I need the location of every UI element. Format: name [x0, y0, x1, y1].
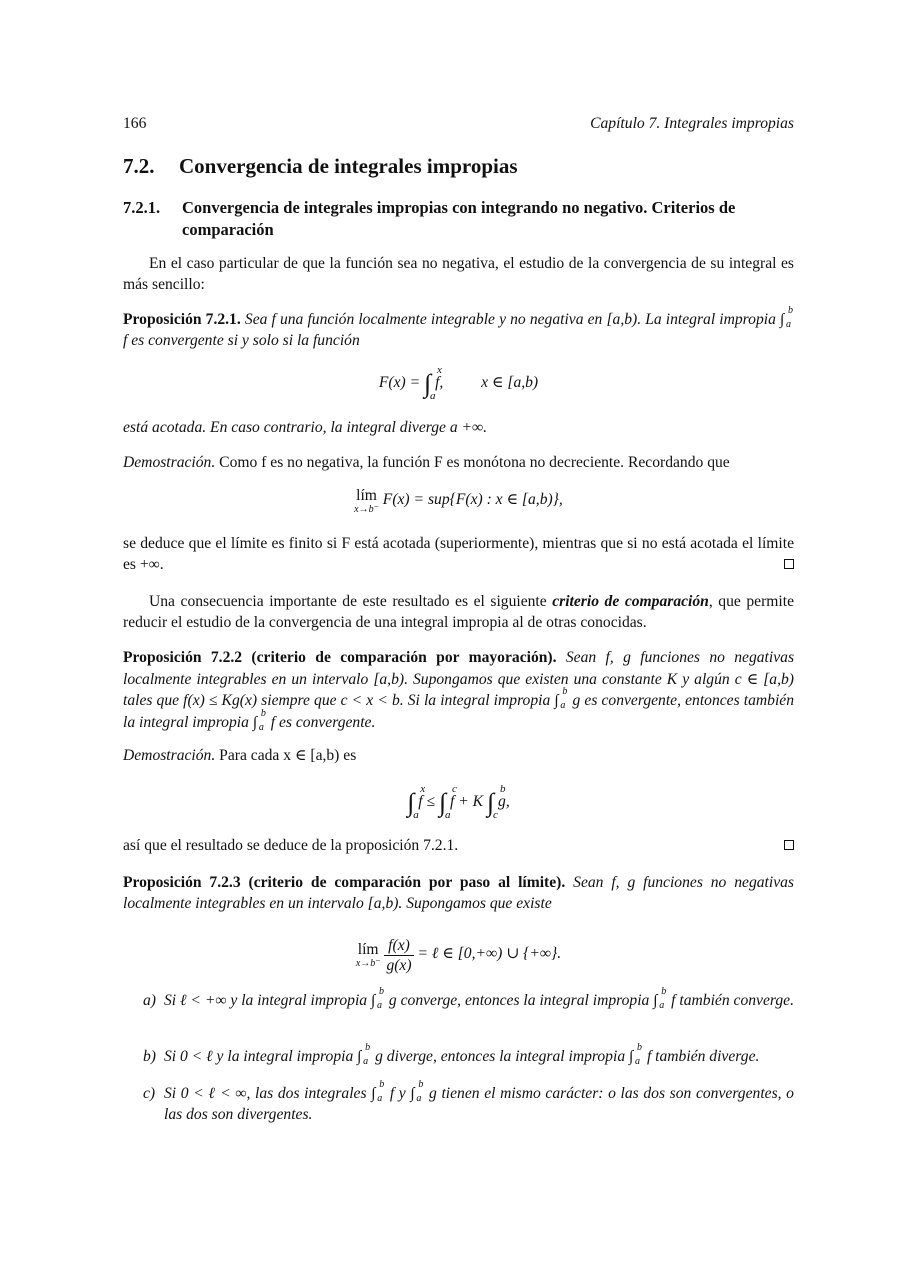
proof-2: [123, 745, 794, 766]
proof2-eq-mid: f + K: [450, 793, 484, 810]
item-c-text-a: Si 0 < ℓ < ∞, las dos integrales: [164, 1085, 367, 1102]
proof1-limit: lím x→b⁻: [354, 487, 379, 515]
proof-1: [123, 452, 794, 473]
item-c-label: c): [143, 1085, 156, 1102]
proof1-label: Demostración.: [123, 454, 216, 471]
prop2-integral-f: ∫ b a: [252, 707, 266, 733]
prop1-eq-domain: x ∈ [a,b): [481, 374, 539, 391]
running-header: [123, 113, 794, 134]
prop3-limit: lím x→b⁻: [355, 941, 381, 969]
prop2-text-a: Sean f, g funciones no negativas localmente integrables en un intervalo [a,b). Supongamos que existen una constante K y algún c ∈ [a,b) tales que f(x) ≤ Kg(x) siempre que c < x < b. Si la integral impropia: [123, 649, 795, 709]
proof2-conclusion: así que el resultado se deduce de la proposición 7.2.1.: [123, 837, 459, 854]
proposition-7-2-2: [123, 647, 794, 733]
chapter-title: Capítulo 7. Integrales impropias: [590, 115, 794, 132]
qed-square: [784, 559, 794, 569]
item-a-text-c: f también converge.: [671, 992, 794, 1009]
prop3-eq-rhs: = ℓ ∈ [0,+∞) ∪ {+∞}.: [417, 945, 562, 962]
item-b-text-a: Si 0 < ℓ y la integral impropia: [164, 1048, 354, 1065]
proof2-eq-g: g,: [498, 793, 510, 810]
proof2-text: Para cada x ∈ [a,b) es: [219, 747, 357, 764]
proof2-integral-1: ∫ x a: [407, 783, 426, 821]
item-b-integral-f: ∫ b a: [629, 1042, 643, 1067]
subsection-title: Convergencia de integrales impropias con integrando no negativo. Criterios de comparación: [182, 198, 736, 239]
list-item-c: [143, 1079, 794, 1125]
item-b-integral-g: ∫ b a: [357, 1042, 371, 1067]
prop1-inline-integral: ∫ b a: [780, 305, 794, 330]
prop3-fraction: $\frac{f(x)}{g(x)}$: [386, 937, 412, 974]
list-item-b: [143, 1042, 794, 1067]
prop3-equation: [123, 936, 794, 975]
prop1-conclusion: está acotada. En caso contrario, la integral diverge a +∞.: [123, 419, 488, 436]
subsection-number: 7.2.1.: [123, 198, 161, 217]
item-a-integral-f: ∫ b a: [653, 986, 667, 1011]
paragraph2-text-b: , que permite reducir el estudio de la convergencia de una integral impropia al de otras conocidas.: [123, 593, 794, 631]
item-a-text-a: Si ℓ < +∞ y la integral impropia: [164, 992, 368, 1009]
page-number: 166: [123, 115, 147, 132]
item-c-integral-g: ∫ b a: [410, 1079, 424, 1104]
paragraph-comparison: [123, 591, 794, 633]
section-heading: [123, 153, 518, 179]
prop2-text-c: f es convergente.: [270, 713, 376, 731]
item-b-label: b): [143, 1048, 156, 1065]
item-b-text-c: f también diverge.: [646, 1048, 760, 1065]
prop1-equation: [123, 364, 794, 402]
section-number: 7.2.: [123, 154, 155, 178]
subsection-heading: [123, 197, 794, 241]
item-a-integral-g: ∫ b a: [371, 986, 385, 1011]
item-a-label: a): [143, 992, 156, 1009]
item-c-integral-f: ∫ b a: [371, 1079, 385, 1104]
proposition-7-2-3: [123, 872, 794, 914]
intro-paragraph: En el caso particular de que la función sea no negativa, el estudio de la convergencia de su integral es más sencillo:: [123, 255, 794, 293]
prop1-eq-lhs: F(x) =: [378, 374, 421, 391]
proof1-equation: [123, 489, 794, 517]
list-item-a: [143, 986, 794, 1011]
prop2-label: Proposición 7.2.2 (criterio de comparación por mayoración).: [123, 649, 557, 666]
proof2-integral-2: ∫ c a: [439, 783, 457, 821]
proposition-7-2-1: [123, 305, 794, 351]
proof2-label: Demostración.: [123, 747, 216, 764]
qed-square: [784, 840, 794, 850]
section-title: Convergencia de integrales impropias: [179, 154, 518, 178]
prop1-eq-rhs: f,: [435, 374, 444, 391]
paragraph2-emphasis: criterio de comparación: [552, 593, 709, 610]
item-a-text-b: g converge, entonces la integral impropia: [388, 992, 650, 1009]
prop1-eq-integral: ∫ x a: [424, 364, 442, 402]
item-c-text-b: f y: [389, 1085, 406, 1102]
prop1-text-b: f es convergente si y solo si la función: [123, 332, 360, 349]
proof1-eq-text: F(x) = sup{F(x) : x ∈ [a,b)},: [382, 491, 563, 508]
proof2-equation: [123, 783, 794, 821]
proof1-conclusion: se deduce que el límite es finito si F está acotada (superiormente), mientras que si no está acotada el límite es +∞.: [123, 535, 794, 573]
proof2-integral-3: ∫ b c: [487, 783, 506, 821]
item-c-text-c: g tienen el mismo carácter: o las dos son convergentes, o las dos son divergentes.: [164, 1085, 794, 1123]
prop1-text-a: Sea f una función localmente integrable y no negativa en [a,b). La integral impropia: [244, 311, 776, 328]
prop2-integral-g: ∫ b a: [554, 686, 568, 711]
item-b-text-b: g diverge, entonces la integral impropia: [375, 1048, 626, 1065]
prop1-label: Proposición 7.2.1.: [123, 311, 241, 328]
prop3-label: Proposición 7.2.3 (criterio de comparación por paso al límite).: [123, 874, 566, 891]
prop3-text: Sean f, g funciones no negativas localmente integrables en un intervalo [a,b). Supongamos que existe: [123, 874, 794, 912]
prop2-text-b: g es convergente, entonces también la integral impropia: [123, 692, 794, 731]
proof1-text: Como f es no negativa, la función F es monótona no decreciente. Recordando que: [219, 454, 730, 471]
proof2-eq-f: f ≤: [418, 793, 436, 810]
paragraph2-text-a: Una consecuencia importante de este resultado es el siguiente: [149, 593, 547, 610]
